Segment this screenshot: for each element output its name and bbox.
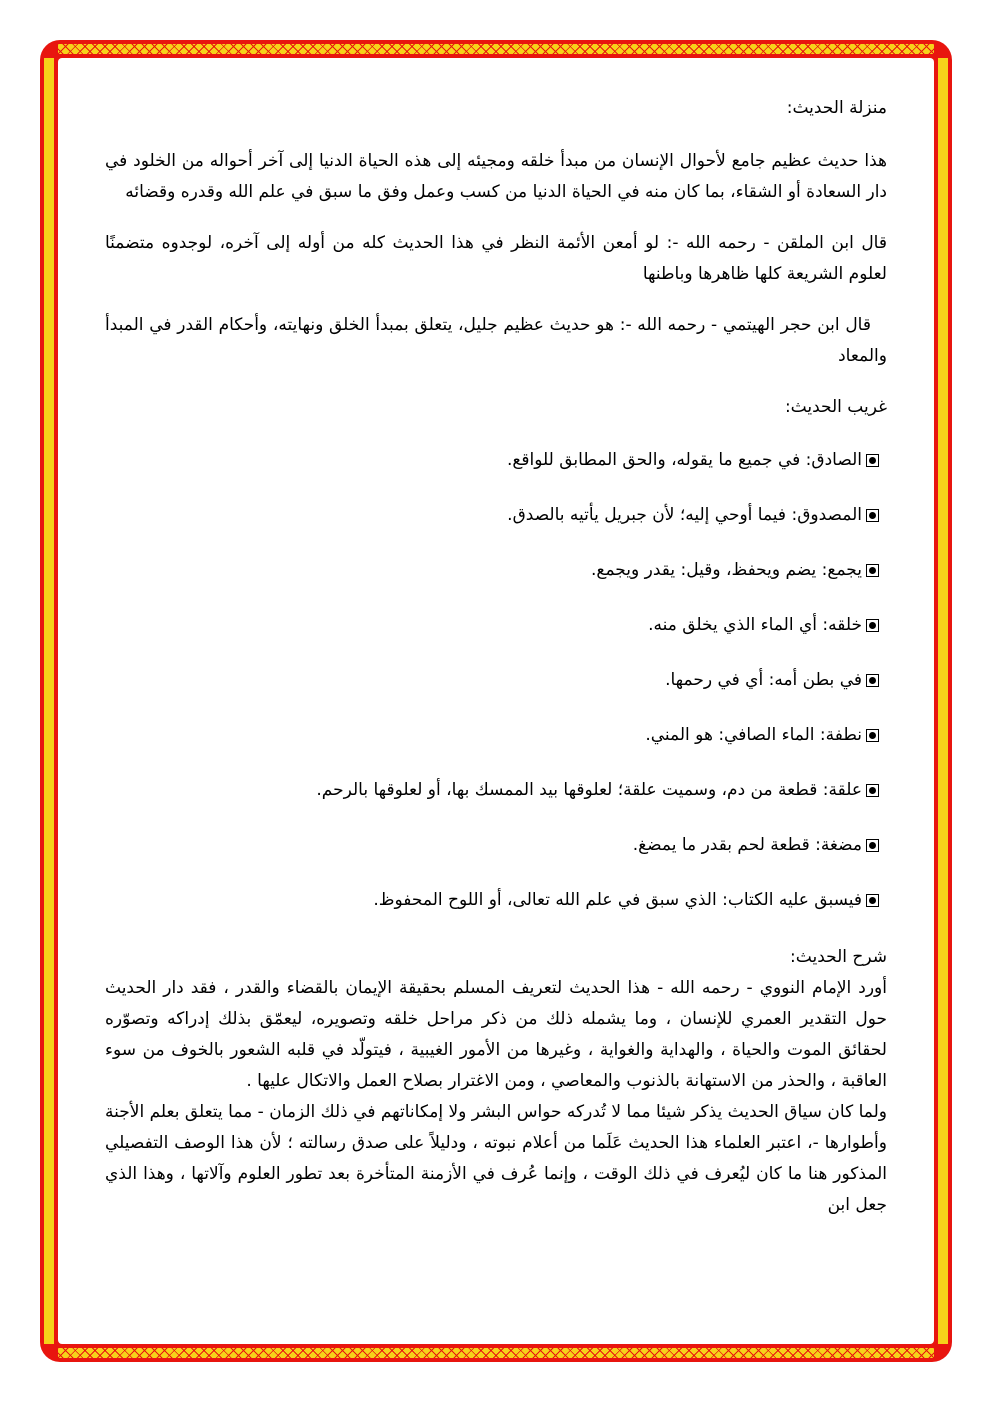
border-top-pattern [58,44,934,54]
vocab-text: مضغة: قطعة لحم بقدر ما يمضغ. [632,835,862,855]
bullet-icon [866,894,879,907]
list-item [105,720,879,751]
bullet-icon [866,729,879,742]
paragraph: قال ابن الملقن - رحمه الله -: لو أمعن الأئمة النظر في هذا الحديث كله من أوله إلى آخره، لوجدوه متضمنًا لعلوم الشريعة كلها ظاهرها وباطنها [105,233,887,284]
vocab-text: خلقه: أي الماء الذي يخلق منه. [648,615,862,635]
vocab-text: الصادق: في جميع ما يقوله، والحق المطابق للواقع. [506,450,862,470]
bullet-icon [866,784,879,797]
list-item [105,500,879,531]
paragraph: ولما كان سياق الحديث يذكر شيئا مما لا تُدركه حواس البشر ولا إمكاناتهم في ذلك الزمان - مما يتعلق بعلم الأجنة وأطوارها -، اعتبر العلماء هذا الحديث عَلَما من أعلام نبوته ، ودليلاً على صدق رسالته ؛ لأن هذا الوصف التفصيلي المذكور هنا ما كان ليُعرف في ذلك الوقت ، وإنما عُرف في الأزمنة المتأخرة بعد تطور العلوم وآلاتها ، وهذا الذي جعل ابن [105,1102,887,1215]
paragraph: هذا حديث عظيم جامع لأحوال الإنسان من مبدأ خلقه ومجيئه إلى هذه الحياة الدنيا إلى آخر أحواله من الخلود في دار السعادة أو الشقاء، بما كان منه في الحياة الدنيا من كسب وعمل وفق ما سبق في علم الله وقدره وقضائه [105,151,887,202]
list-item [105,445,879,476]
section-gharib [105,392,887,916]
heading-sharh: شرح الحديث: [790,947,887,967]
list-item [105,885,879,916]
heading-manzila: منزلة الحديث: [786,98,887,118]
bullet-icon [866,839,879,852]
paragraph: أورد الإمام النووي - رحمه الله - هذا الحديث لتعريف المسلم بحقيقة الإيمان بالقضاء والقدر ، فقد دار الحديث حول التقدير العمري للإنسان ، وما يشمله ذلك من ذكر مراحل خلقه وتصويره، ليعمّق بذلك إدراكه وتصوّره لحقائق الموت والحياة ، والهداية والغواية ، وغيرها من الأمور الغيبية ، فيتولّد في قلبه الشعور بالخوف من سوء العاقبة ، والحذر من الاستهانة بالذنوب والمعاصي ، ومن الاغترار بصلاح العمل والاتكال عليها . [105,978,887,1091]
vocab-text: في بطن أمه: أي في رحمها. [665,670,862,690]
section-manzila [105,93,887,372]
list-item [105,610,879,641]
bullet-icon [866,509,879,522]
bullet-icon [866,619,879,632]
paragraph: قال ابن حجر الهيتمي - رحمه الله -: هو حديث عظيم جليل، يتعلق بمبدأ الخلق ونهايته، وأحكام القدر في المبدأ والمعاد [105,315,887,366]
border-bottom-pattern [58,1348,934,1358]
bullet-icon [866,564,879,577]
vocabulary-list [105,445,887,916]
heading-gharib: غريب الحديث: [784,397,887,417]
border-right-pattern [937,58,949,1344]
vocab-text: علقة: قطعة من دم، وسميت علقة؛ لعلوقها بيد الممسك بها، أو لعلوقها بالرحم. [316,780,862,800]
vocab-text: المصدوق: فيما أوحي إليه؛ لأن جبريل يأتيه بالصدق. [507,505,862,525]
vocab-text: نطفة: الماء الصافي: هو المني. [645,725,862,745]
list-item [105,665,879,696]
list-item [105,830,879,861]
document-body [105,93,887,1221]
vocab-text: فيسبق عليه الكتاب: الذي سبق في علم الله تعالى، أو اللوح المحفوظ. [373,890,862,910]
section-sharh [105,942,887,1221]
list-item [105,775,879,806]
list-item [105,555,879,586]
bullet-icon [866,674,879,687]
border-left-pattern [43,58,55,1344]
bullet-icon [866,454,879,467]
vocab-text: يجمع: يضم ويحفظ، وقيل: يقدر ويجمع. [591,560,862,580]
